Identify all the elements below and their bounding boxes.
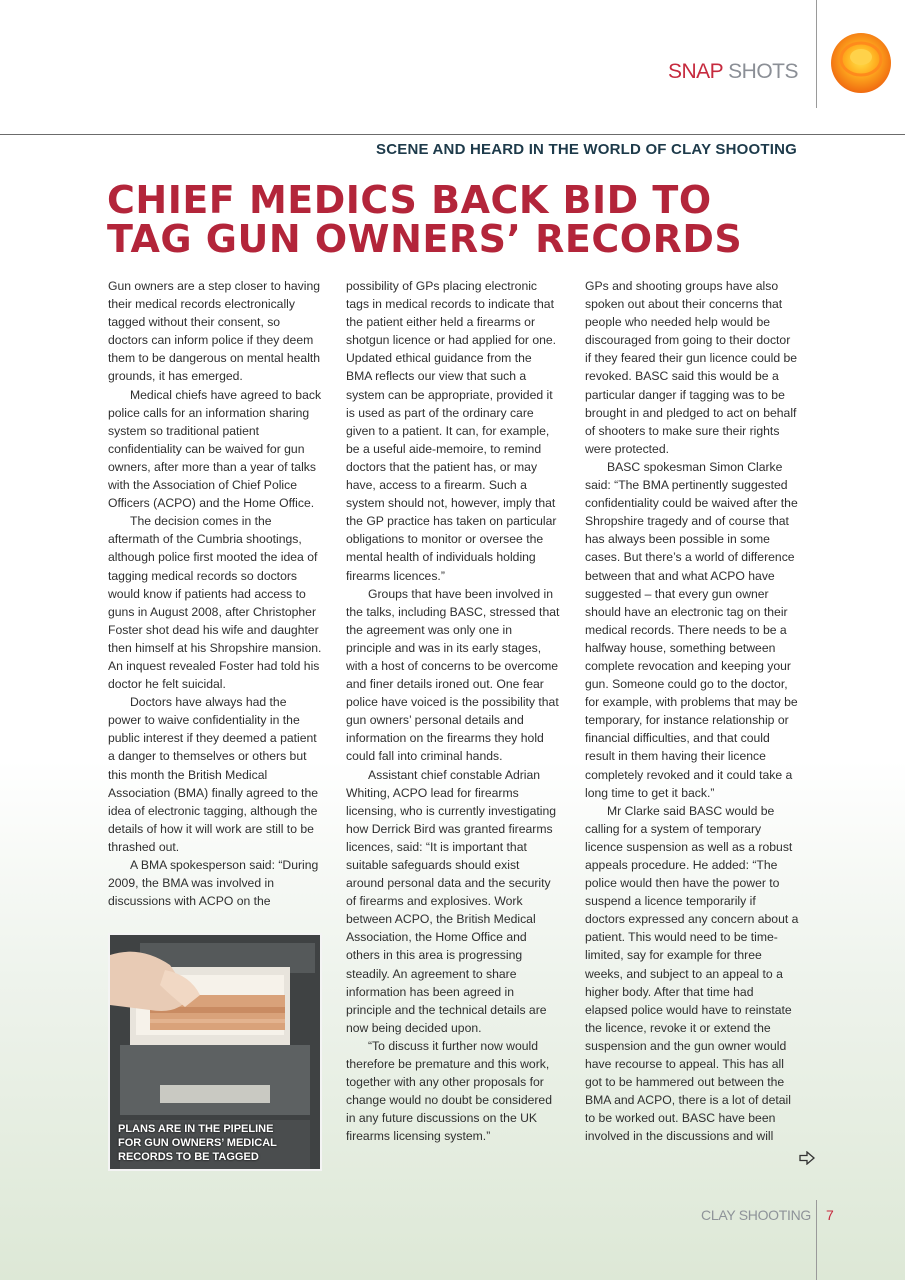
strapline: SCENE AND HEARD IN THE WORLD OF CLAY SHOOTING <box>376 141 797 158</box>
paragraph: The decision comes in the aftermath of the Cumbria shootings, although police first mooted the idea of tagging medical records so doctors would know if patients had access to guns in August 2008, after Christopher Foster shot dead his wife and daughter then himself at his Shropshire mansion. An inquest revealed Foster had told his doctor he felt suicidal. <box>108 514 322 692</box>
paragraph: BASC spokesman Simon Clarke said: “The BMA pertinently suggested confidentiality could be waived after the Shropshire tragedy and of course that has always been possible in some cases. But there’s a world of difference between that and what ACPO have suggested – that every gun owner should have an electronic tag on their medical records. There needs to be a halfway house, something between complete revocation and keeping your gun. Someone could go to the doctor, for example, with problems that may be temporary, for instance relationship or financial difficulties, and that could result in them having their licence completely revoked and it could take a long time to get it back.” <box>585 459 798 800</box>
magazine-name: CLAY SHOOTING <box>701 1207 811 1223</box>
article-column-3 <box>585 277 799 1146</box>
paragraph: “To discuss it further now would therefore be premature and this work, together with any other proposals for change would no doubt be considered in any future discussions on the UK firearms licensing system.” <box>346 1038 552 1144</box>
photo-caption: PLANS ARE IN THE PIPELINE FOR GUN OWNERS’ MEDICAL RECORDS TO BE TAGGED <box>118 1123 277 1163</box>
clay-target-icon <box>830 32 892 94</box>
paragraph: Groups that have been involved in the talks, including BASC, stressed that the agreement was only one in principle and was in its early stages, with a host of concerns to be overcome and finer details ironed out. One fear police have voiced is the possibility that gun owners’ personal details and information on the firearms they hold could fall into criminal hands. <box>346 586 560 764</box>
paragraph: Mr Clarke said BASC would be calling for a system of temporary licence suspension as well as a robust appeals procedure. He added: “The police would then have the power to suspend a licence temporarily if doctors expressed any concern about a patient. This would need to be time-limited, say for example for three weeks, and subject to an appeal to a higher body. After that time had elapsed police would have to reinstate the licence, revoke it or extend the suspension and the gun owner would have recourse to appeal. This has all got to be hammered out between the BMA and ACPO, there is a lot of detail to be worked out. BASC have been involved in the discussions and will <box>585 803 799 1144</box>
paragraph: Medical chiefs have agreed to back police calls for an information sharing system so traditional patient confidentiality can be waived for gun owners, after more than a year of talks with the Association of Chief Police Officers (ACPO) and the Home Office. <box>108 387 322 511</box>
paragraph: Gun owners are a step closer to having their medical records electronically tagged without their consent, so doctors can inform police if they deem them to be dangerous on mental health grounds, it has emerged. <box>108 279 321 384</box>
paragraph: Doctors have always had the power to waive confidentiality in the public interest if they deemed a patient a danger to themselves or others but this month the British Medical Association (BMA) finally agreed to the idea of electronic tagging, although the details of how it will work are still to be thrashed out. <box>108 695 318 854</box>
section-title: SNAP SHOTS <box>668 60 798 83</box>
article-column-1 <box>108 277 322 910</box>
page-number: 7 <box>826 1207 834 1223</box>
footer-divider <box>816 1200 817 1280</box>
paragraph: GPs and shooting groups have also spoken out about their concerns that people who needed help would be discouraged from going to their doctor if they feared their gun licence could be revoked. BASC said this would be a particular danger if tagging was to be brought in and pledged to act on behalf of shooters to make sure their rights were protected. <box>585 279 798 456</box>
paragraph: Assistant chief constable Adrian Whiting, ACPO lead for firearms licensing, who is currently investigating how Derrick Bird was granted firearms licences, said: “It is important that suitable safeguards should exist around personal data and the security of firearms and explosives. Work between ACPO, the British Medical Association, the Home Office and others in this area is progressing steadily. An agreement to share information has been agreed in principle and the technical details are now being decided upon. <box>346 767 556 1035</box>
header-rule <box>0 134 905 135</box>
paragraph: A BMA spokesperson said: “During 2009, the BMA was involved in discussions with ACPO on the <box>108 858 319 909</box>
headline: CHIEF MEDICS BACK BID TO TAG GUN OWNERS’ RECORDS <box>107 178 743 261</box>
header-divider <box>816 0 817 108</box>
filing-cabinet-photo <box>108 933 322 1171</box>
paragraph: possibility of GPs placing electronic tags in medical records to indicate that the patient either held a firearms or shotgun licence or had applied for one. Updated ethical guidance from the BMA reflects our view that such a system can be appropriate, provided it is used as part of the ordinary care given to a patient. It can, for example, be a useful aide-memoire, to remind doctors that the patient has, or may have, access to a firearm. Such a system should not, however, imply that the GP practice has taken on particular obligations to monitor or oversee the mental health of individuals holding firearms licences.” <box>346 279 557 583</box>
continue-arrow-icon <box>799 1151 815 1165</box>
article-column-2 <box>346 277 560 1146</box>
